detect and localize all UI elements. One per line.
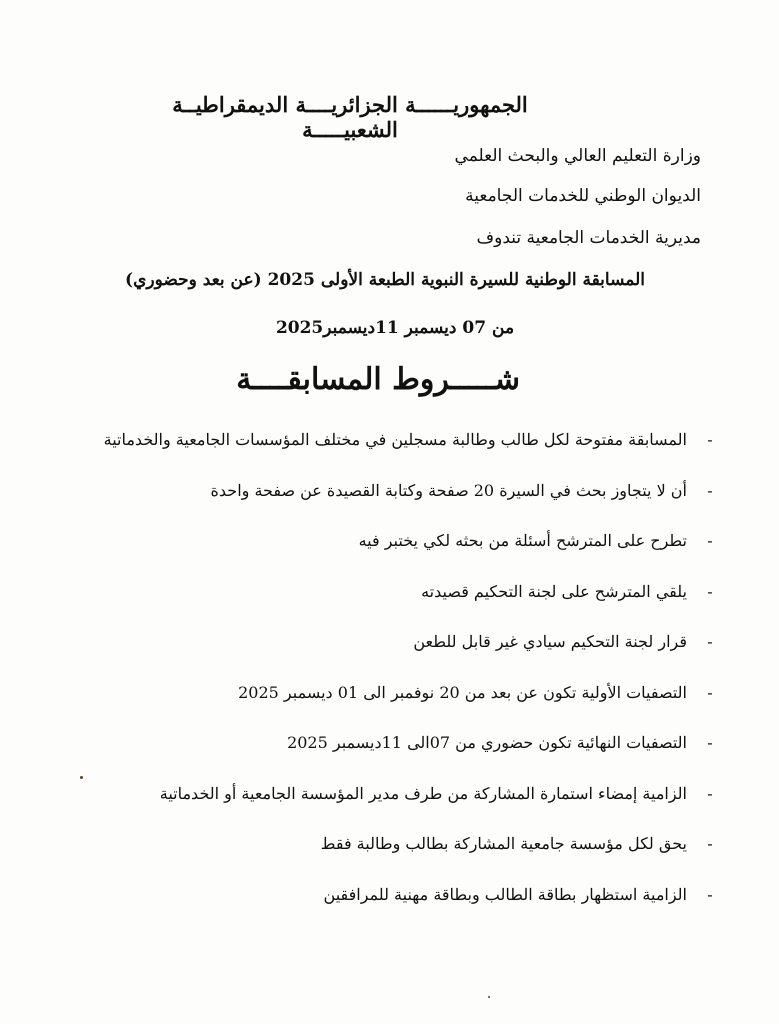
condition-item	[119, 883, 719, 934]
bullet-dash: -	[707, 581, 713, 601]
bullet-dash: -	[707, 632, 713, 651]
contest-title: المسابقة الوطنية للسيرة النبوية الطبعة الأولى 2025 (عن بعد وحضوري)	[125, 270, 645, 290]
condition-item	[119, 529, 719, 580]
condition-item	[119, 681, 719, 732]
condition-text: التصفيات الأولية تكون عن بعد من 20 نوفمبر الى 01 ديسمبر 2025	[238, 682, 687, 702]
bullet-dash: -	[707, 834, 713, 853]
directorate-name: مديرية الخدمات الجامعية تندوف	[476, 228, 701, 248]
condition-text: أن لا يتجاوز بحث في السيرة 20 صفحة وكتابة القصيدة عن صفحة واحدة	[210, 480, 687, 500]
bullet-dash: -	[707, 884, 713, 904]
scan-speck	[80, 776, 83, 779]
conditions-heading: شـــــروط المسابقــــة	[236, 362, 520, 397]
contest-dates: من 07 ديسمبر 11ديسمبر2025	[275, 318, 515, 338]
condition-text: قرار لجنة التحكيم سيادي غير قابل للطعن	[413, 632, 687, 651]
office-name: الديوان الوطني للخدمات الجامعية	[465, 186, 701, 206]
condition-text: تطرح على المترشح أسئلة من بحثه لكي يختبر فيه	[358, 531, 687, 550]
bullet-dash: -	[707, 531, 713, 550]
scan-speck	[488, 996, 490, 998]
condition-text: المسابقة مفتوحة لكل طالب وطالبة مسجلين في مختلف المؤسسات الجامعية والخدماتية	[103, 430, 687, 449]
condition-item	[119, 479, 719, 530]
republic-heading: الجمهوريــــــة الجزائريــــة الديمقراطيــة الشعبيـــــة	[172, 92, 528, 142]
bullet-dash: -	[707, 783, 713, 803]
conditions-list	[103, 428, 719, 933]
condition-item	[119, 832, 719, 883]
condition-item	[103, 428, 719, 479]
condition-item	[119, 630, 719, 681]
bullet-dash: -	[707, 430, 713, 449]
condition-text: الزامية إمضاء استمارة المشاركة من طرف مدير المؤسسة الجامعية أو الخدماتية	[159, 783, 687, 803]
condition-item	[119, 580, 719, 631]
bullet-dash: -	[707, 733, 713, 752]
condition-text: يلقي المترشح على لجنة التحكيم قصيدته	[421, 581, 687, 601]
ministry-name: وزارة التعليم العالي والبحث العلمي	[454, 146, 701, 166]
condition-item	[119, 782, 719, 833]
bullet-dash: -	[707, 480, 713, 500]
condition-text: التصفيات النهائية تكون حضوري من 07الى 11ديسمبر 2025	[287, 733, 687, 752]
bullet-dash: -	[707, 682, 713, 702]
condition-text: الزامية استظهار بطاقة الطالب وبطاقة مهنية للمرافقين	[323, 884, 687, 904]
condition-item	[119, 731, 719, 782]
condition-text: يحق لكل مؤسسة جامعية المشاركة بطالب وطالبة فقط	[320, 834, 687, 853]
